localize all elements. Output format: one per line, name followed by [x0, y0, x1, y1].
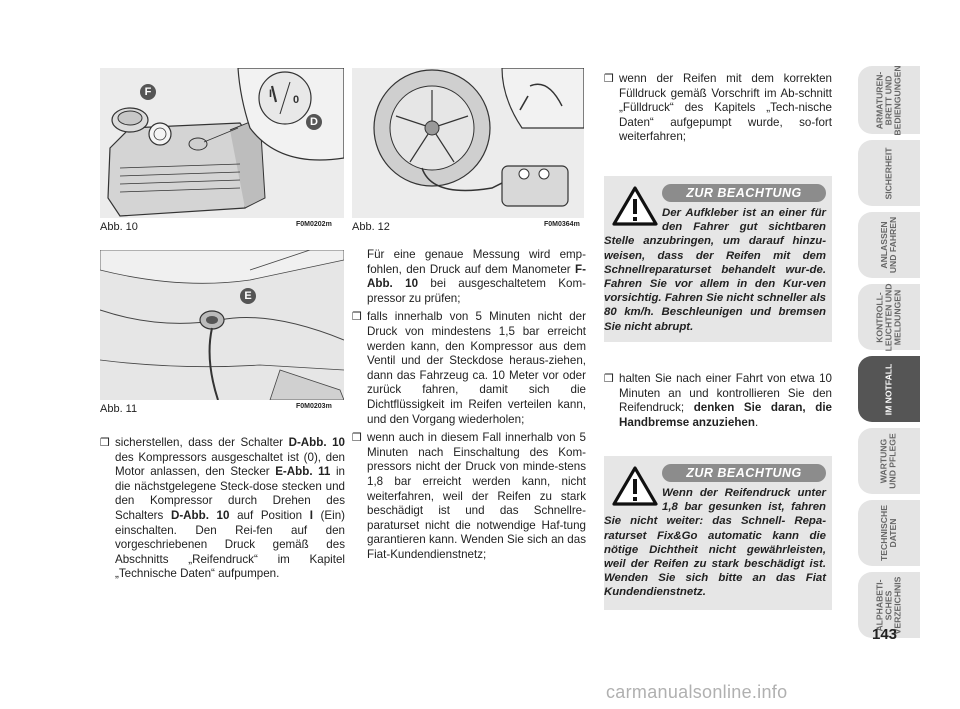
bullet-box-icon: ❒	[604, 73, 614, 85]
bullet-box-icon: ❒	[352, 432, 362, 445]
code-abb-10: F0M0202m	[296, 221, 332, 228]
caption-abb-12: Abb. 12	[352, 221, 390, 233]
bullet-switch-compressor: ❒ sicherstellen, dass der Schalter D-Abb. 10 des Kompressors ausgeschaltet ist (0), den Motor anlassen, den Stecker E-Abb. 11 in die nächstgelegene Steck-dose stecken und den Kompressor durch Drehen des Schalters D-Abb. 10 auf Position I (Ein) einschalten. Den Rei-fen auf den vorgeschriebenen Druck gemäß des Abschnitts „Reifendruck“ im Kapitel „Technische Daten“ aufpumpen.	[100, 436, 346, 581]
column-1-text	[100, 436, 345, 582]
bullet-contact-service: ❒ wenn auch in diesem Fall innerhalb von 5 Minuten nach Einschaltung des Kom-pressors nicht der Druck von minde-stens 1,8 bar erreicht werden kann, nicht weiterfahren, weil der Reifen zu stark beschädigt ist und das Schnellre-paraturset nicht die notwendige Haf-tung garantieren kann. Wenden Sie sich an das Fiat-Kundendienstnetz;	[352, 431, 586, 561]
warning-box-1	[604, 176, 832, 342]
bullet-box-icon: ❒	[352, 311, 362, 324]
measure-paragraph: Für eine genaue Messung wird emp-fohlen, den Druck auf dem Manometer F-Abb. 10 bei ausgeschaltetem Kom-pressor zu prüfen;	[367, 248, 587, 305]
switch-label-0: 0	[293, 94, 300, 106]
watermark: carmanualsonline.info	[606, 682, 788, 702]
tab-armaturenbrett[interactable]: ARMATUREN- BRETT UND BEDIENGUNGEN	[858, 66, 920, 134]
caption-abb-11: Abb. 11	[100, 403, 138, 415]
column-2-text	[352, 248, 586, 562]
tab-kontrollleuchten[interactable]: KONTROLL- LEUCHTEN UND MELDUNGEN	[858, 284, 920, 350]
callout-e: E	[240, 288, 256, 304]
bullet-check-pressure: ❒ halten Sie nach einer Fahrt von etwa 10 Minuten an und kontrollieren Sie den Reifendruck; denken Sie daran, die Handbremse anzuziehen.	[604, 372, 832, 429]
bullet-box-icon: ❒	[100, 437, 110, 449]
tab-sicherheit[interactable]: SICHERHEIT	[858, 140, 920, 206]
tab-technische-daten[interactable]: TECHNISCHE DATEN	[858, 500, 920, 566]
callout-f: F	[140, 84, 156, 100]
column-3-top-text	[604, 72, 832, 145]
bullet-box-icon: ❒	[604, 373, 614, 385]
figure-abb-11	[100, 250, 344, 400]
figure-abb-12	[352, 68, 584, 218]
figure-abb-10	[100, 68, 344, 218]
callout-d: D	[306, 114, 322, 130]
compressor-illustration	[100, 68, 344, 218]
bullet-pressure-not-reached: ❒ falls innerhalb von 5 Minuten nicht der Druck von mindestens 1,5 bar erreicht werden kann, den Kompressor aus dem Ventil und der Steckdose heraus-ziehen, dann das Fahrzeug ca. 10 Meter vor oder zurück fahren, damit sich die Dichtflüssigkeit im Reifen verteilen kann, und den Vorgang wiederholen;	[352, 310, 586, 426]
warning-box-2	[604, 456, 832, 610]
code-abb-11: F0M0203m	[296, 403, 332, 410]
bullet-drive-on: ❒ wenn der Reifen mit dem korrekten Fülldruck gemäß Vorschrift im Ab-schnitt „Fülldruck“ des Kapitels „Tech-nische Daten“ aufgepumpt wurde, so-fort weiterfahren;	[604, 72, 832, 144]
switch-label-i: I	[269, 88, 273, 100]
tab-anlassen[interactable]: ANLASSEN UND FAHREN	[858, 212, 920, 278]
tyre-inflation-illustration	[352, 68, 584, 218]
caption-abb-10: Abb. 10	[100, 221, 138, 233]
tab-im-notfall[interactable]: IM NOTFALL	[858, 356, 920, 422]
page-number: 143	[872, 626, 898, 643]
warning-text-2: Wenn der Reifendruck unter 1,8 bar gesunken ist, fahren Sie nicht weiter: das Schnell- Repa-raturset Fix&Go automatic kann die nötige Dichtheit nicht gewährleisten, weil der Reifen zu stark beschädigt ist. Wenden Sie sich bitte an das Fiat Kundendienstnetz.	[604, 487, 826, 599]
code-abb-12: F0M0364m	[544, 221, 580, 228]
column-3-middle-text	[604, 372, 832, 430]
warning-text-1: Der Aufkleber ist an einer für den Fahrer gut sichtbaren Stelle anzubringen, um darauf hinzu-weisen, dass der Reifen mit dem Schnellreparaturset behandelt wur-de. Fahren Sie vor allem in den Kur-ven vorsichtig. Fahren Sie nicht schneller als 80 km/h. Beschleunigen und bremsen Sie nicht abrupt.	[604, 207, 826, 333]
warning-tag-1: ZUR BEACHTUNG	[662, 184, 826, 202]
tab-wartung[interactable]: WARTUNG UND PFLEGE	[858, 428, 920, 494]
socket-illustration	[100, 250, 344, 400]
tab-verzeichnis[interactable]: ALPHABETI- SCHES VERZEICHNIS	[858, 572, 920, 638]
warning-tag-2: ZUR BEACHTUNG	[662, 464, 826, 482]
